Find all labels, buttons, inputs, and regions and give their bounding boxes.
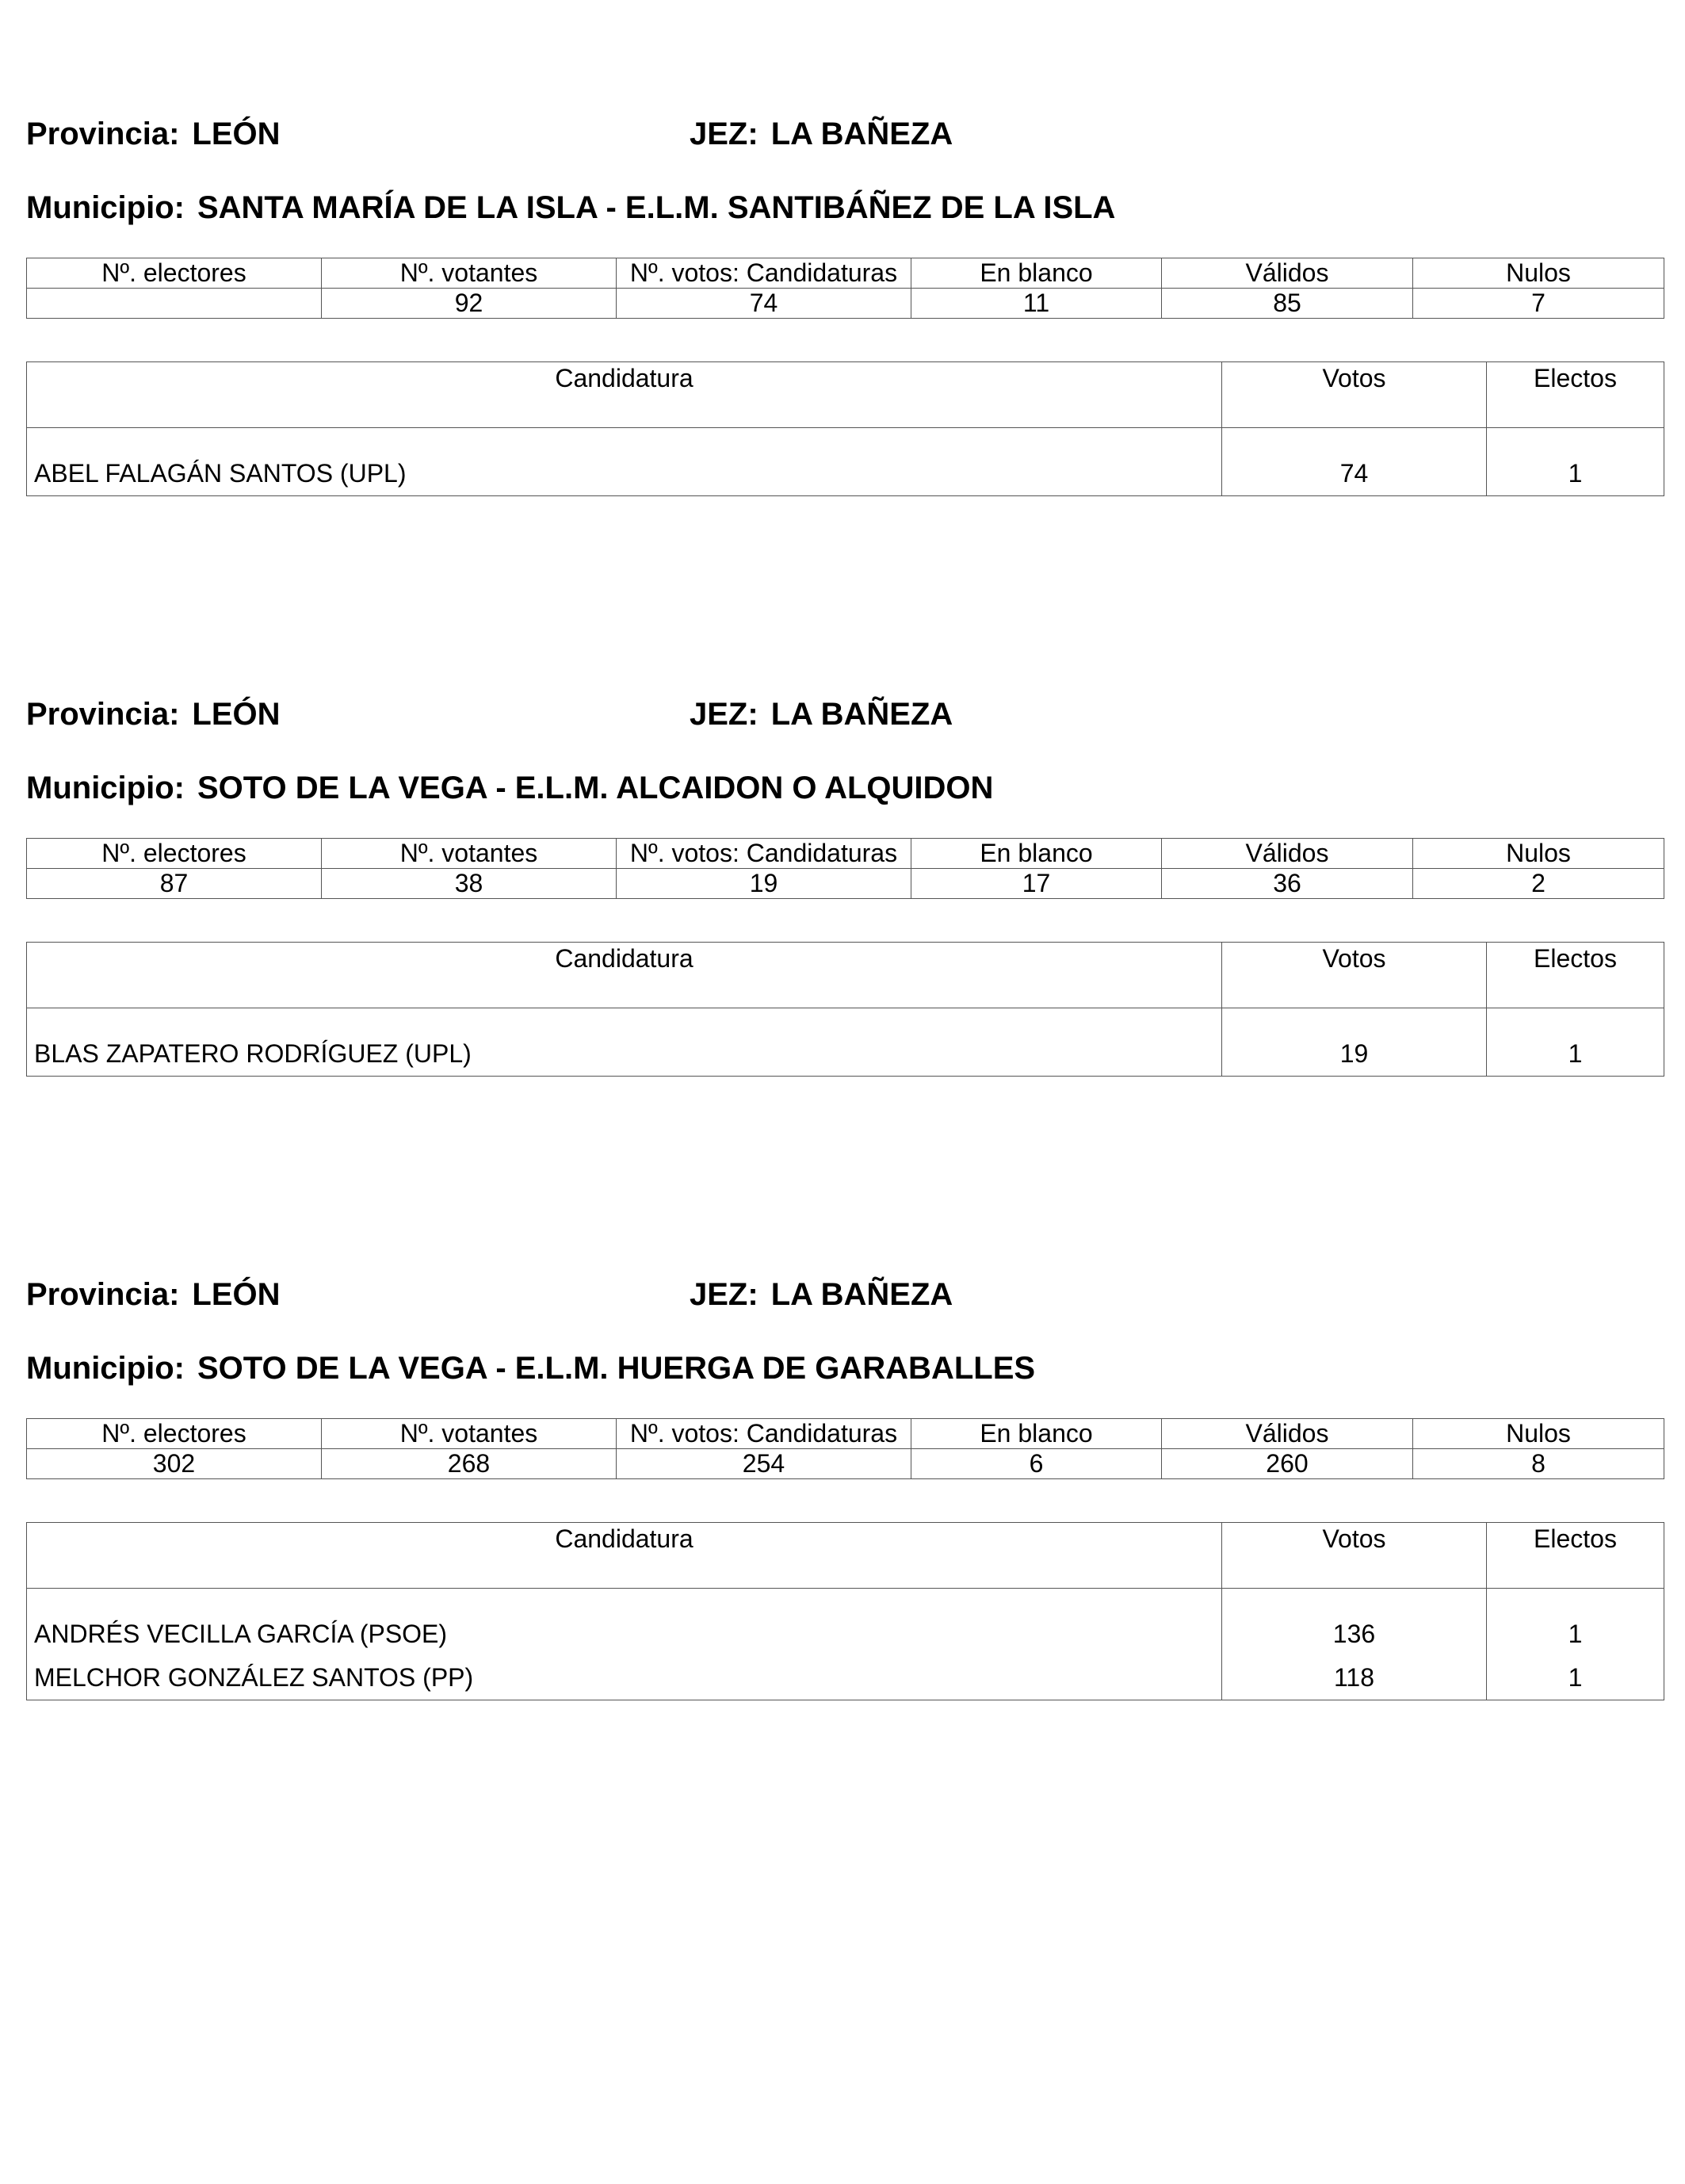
municipio-section [0,0,1685,488]
stats-value-cell: 87 [27,869,322,899]
stats-header-cell: Nº. votantes [322,839,617,869]
stats-header-cell: Nº. votantes [322,1419,617,1449]
stats-table [26,1418,1664,1479]
stats-header-row [27,258,1664,289]
stats-value-cell: 2 [1413,869,1664,899]
stats-header-cell: Nº. votos: Candidaturas [617,839,911,869]
stats-value-cell: 8 [1413,1449,1664,1479]
stats-value-cell [27,289,322,319]
provincia-label: Provincia: [26,697,180,732]
stats-table [26,838,1664,899]
jez-heading [690,695,953,733]
stats-value-cell: 17 [911,869,1162,899]
electos-header: Electos [1487,943,1664,1008]
stats-value-row [27,289,1664,319]
municipio-label: Municipio: [26,190,185,225]
provincia-label: Provincia: [26,1277,180,1312]
stats-header-cell: Nº. electores [27,258,322,289]
candidate-row [27,1589,1664,1657]
jez-heading [690,115,953,153]
municipio-value: SOTO DE LA VEGA - E.L.M. HUERGA DE GARABALLES [197,1351,1036,1386]
candidate-name: ANDRÉS VECILLA GARCÍA (PSOE) [27,1589,1222,1657]
candidate-electos: 1 [1487,1589,1664,1657]
candidate-row [27,1008,1664,1077]
candidate-votos: 74 [1222,428,1487,496]
stats-header-cell: Nulos [1413,1419,1664,1449]
candidate-votos: 136 [1222,1589,1487,1657]
candidate-electos: 1 [1487,428,1664,496]
stats-value-cell: 254 [617,1449,911,1479]
jez-label: JEZ: [690,117,758,151]
stats-value-cell: 260 [1162,1449,1413,1479]
municipio-label: Municipio: [26,771,185,805]
provincia-label: Provincia: [26,117,180,151]
stats-value-row [27,1449,1664,1479]
candidates-table [26,361,1664,496]
stats-value-row [27,869,1664,899]
electos-header: Electos [1487,1523,1664,1589]
candidate-electos: 1 [1487,1656,1664,1700]
candidates-header-row [27,362,1664,428]
stats-value-cell: 302 [27,1449,322,1479]
jez-value: LA BAÑEZA [770,697,953,732]
candidates-header-row [27,943,1664,1008]
stats-header-cell: En blanco [911,1419,1162,1449]
candidates-header-row [27,1523,1664,1589]
municipio-heading [26,1349,1035,1387]
municipio-label: Municipio: [26,1351,185,1386]
jez-value: LA BAÑEZA [770,1277,953,1312]
votos-header: Votos [1222,362,1487,428]
jez-label: JEZ: [690,697,758,732]
jez-value: LA BAÑEZA [770,117,953,151]
stats-header-cell: Nº. votantes [322,258,617,289]
stats-header-cell: Nulos [1413,258,1664,289]
municipio-value: SANTA MARÍA DE LA ISLA - E.L.M. SANTIBÁÑEZ DE LA ISLA [197,190,1116,225]
stats-header-cell: En blanco [911,258,1162,289]
candidate-votos: 118 [1222,1656,1487,1700]
stats-header-cell: Nº. votos: Candidaturas [617,1419,911,1449]
candidate-row [27,1656,1664,1700]
stats-header-cell: Nº. electores [27,1419,322,1449]
stats-value-cell: 74 [617,289,911,319]
stats-value-cell: 38 [322,869,617,899]
stats-value-cell: 92 [322,289,617,319]
stats-value-cell: 19 [617,869,911,899]
stats-header-cell: Nº. electores [27,839,322,869]
candidate-name: ABEL FALAGÁN SANTOS (UPL) [27,428,1222,496]
stats-header-cell: Válidos [1162,1419,1413,1449]
provincia-heading [26,115,281,153]
provincia-value: LEÓN [192,1277,281,1312]
electos-header: Electos [1487,362,1664,428]
candidates-table [26,1522,1664,1700]
votos-header: Votos [1222,1523,1487,1589]
stats-header-cell: Válidos [1162,258,1413,289]
candidate-name: MELCHOR GONZÁLEZ SANTOS (PP) [27,1656,1222,1700]
municipio-value: SOTO DE LA VEGA - E.L.M. ALCAIDON O ALQUIDON [197,771,994,805]
stats-value-cell: 36 [1162,869,1413,899]
municipio-section [0,1161,1685,1692]
stats-header-cell: Nulos [1413,839,1664,869]
stats-value-cell: 7 [1413,289,1664,319]
stats-header-row [27,839,1664,869]
candidate-votos: 19 [1222,1008,1487,1077]
provincia-value: LEÓN [192,697,281,732]
stats-header-row [27,1419,1664,1449]
stats-value-cell: 268 [322,1449,617,1479]
candidate-name: BLAS ZAPATERO RODRÍGUEZ (UPL) [27,1008,1222,1077]
stats-value-cell: 85 [1162,289,1413,319]
candidatura-header: Candidatura [27,1523,1222,1589]
stats-table [26,258,1664,319]
provincia-value: LEÓN [192,117,281,151]
candidate-electos: 1 [1487,1008,1664,1077]
candidatura-header: Candidatura [27,362,1222,428]
stats-value-cell: 6 [911,1449,1162,1479]
provincia-heading [26,695,281,733]
provincia-heading [26,1276,281,1314]
jez-label: JEZ: [690,1277,758,1312]
candidate-row [27,428,1664,496]
stats-value-cell: 11 [911,289,1162,319]
jez-heading [690,1276,953,1314]
candidatura-header: Candidatura [27,943,1222,1008]
votos-header: Votos [1222,943,1487,1008]
stats-header-cell: En blanco [911,839,1162,869]
candidates-table [26,942,1664,1077]
stats-header-cell: Válidos [1162,839,1413,869]
municipio-section [0,580,1685,1068]
stats-header-cell: Nº. votos: Candidaturas [617,258,911,289]
municipio-heading [26,189,1115,227]
municipio-heading [26,769,993,807]
